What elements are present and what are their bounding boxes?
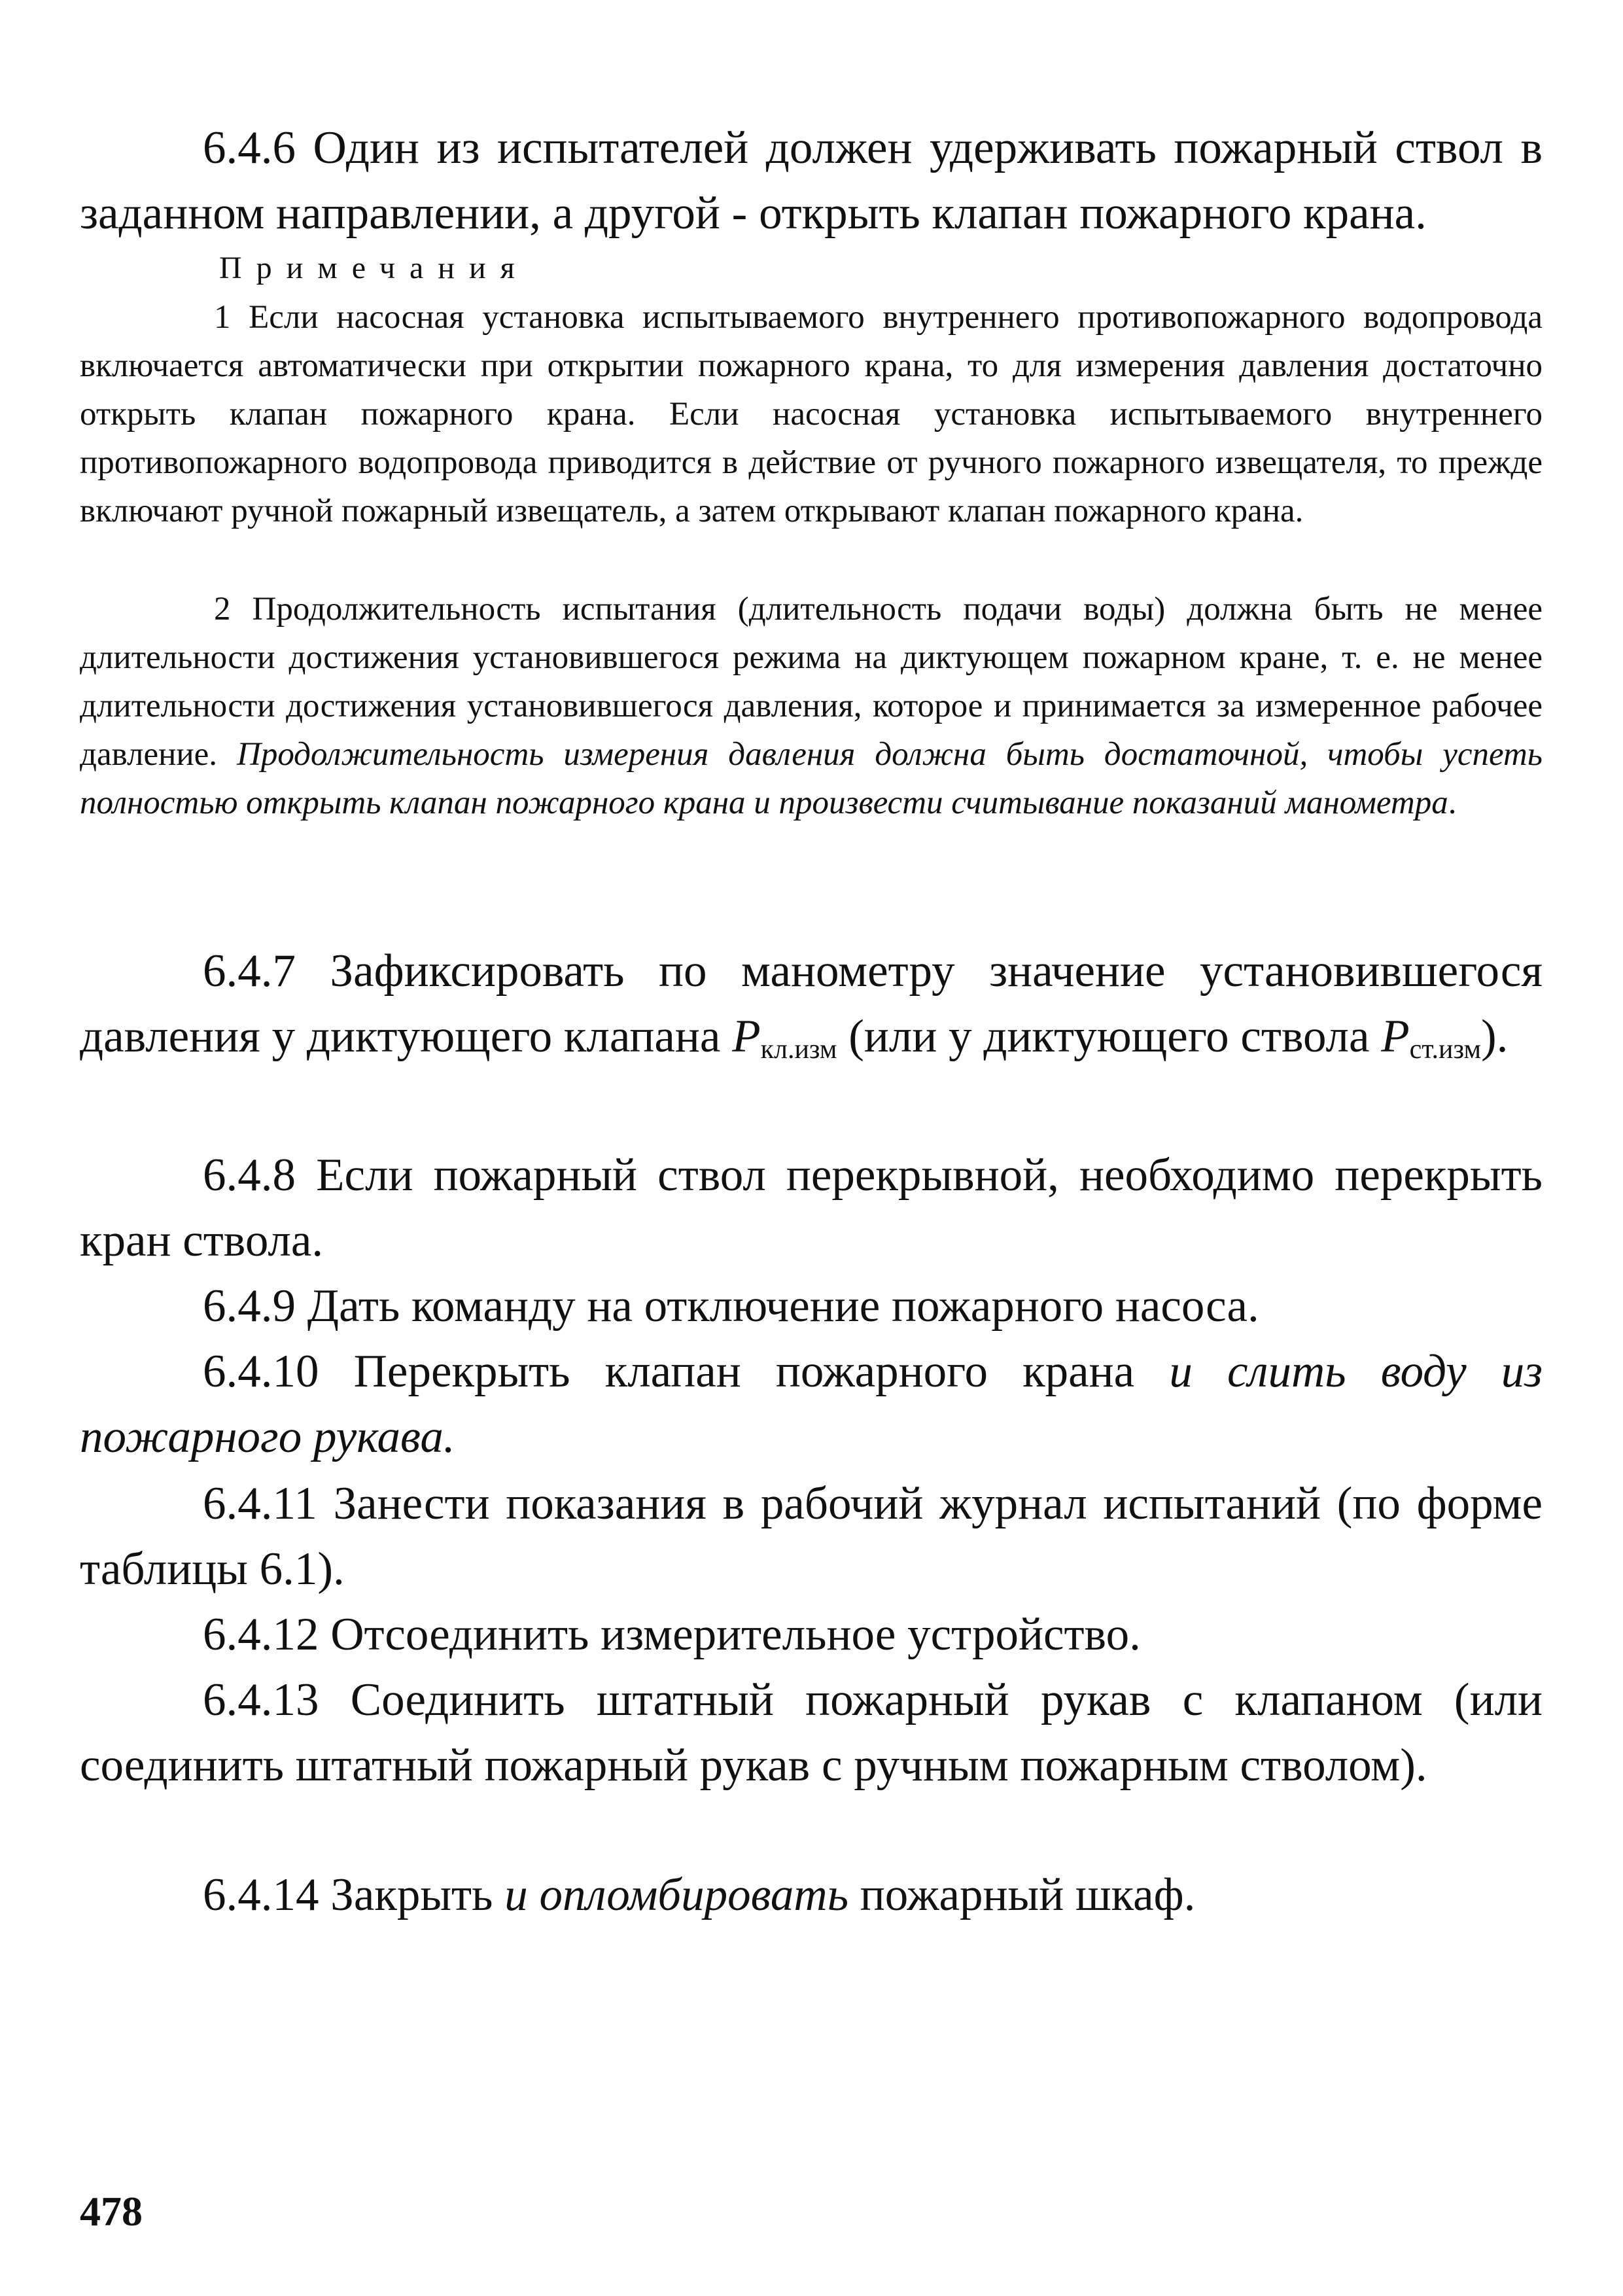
paragraph-6-4-6: 6.4.6 Один из испытателей должен удерживать пожарный ствол в заданном направлении, а другой - открыть клапан пожарного крана.: [80, 122, 1543, 239]
p6410-italic: и слить воду из пожарного рукава.: [80, 1346, 1543, 1462]
notes-heading: Примечания: [219, 251, 529, 285]
paragraph-6-4-8: 6.4.8 Если пожарный ствол перекрывной, необходимо перекрыть кран ствола.: [80, 1150, 1543, 1266]
pressure-subscript-valve: кл.изм: [760, 1034, 837, 1065]
pressure-subscript-nozzle: ст.изм: [1409, 1034, 1482, 1065]
paragraph-6-4-7: [80, 938, 1543, 1069]
p6414-italic: и опломбировать: [504, 1869, 849, 1920]
paragraph-6-4-13: 6.4.13 Соединить штатный пожарный рукав с клапаном (или соединить штатный пожарный рукав с ручным пожарным стволом).: [80, 1674, 1543, 1791]
note-2-text: 2 Продолжительность испытания (длительность подачи воды) должна быть не менее длительности достижения установившегося режима на диктующем пожарном кране, т. е. не менее длительности достижения установившегося давления, которое и принимается за измеренное рабочее давление.: [80, 591, 1543, 773]
note-2-italic: Продолжительность измерения давления должна быть достаточной, чтобы успеть полностью открыть клапан пожарного крана и произвести считывание показаний манометра: [80, 736, 1543, 821]
p647-text-c: ).: [1481, 1011, 1509, 1062]
p647-text-a: 6.4.7 Зафиксировать по манометру значение установившегося давления у диктующего клапана: [80, 945, 1543, 1062]
note-2: [80, 585, 1543, 827]
note-2-end: .: [1448, 785, 1457, 821]
p647-text-b: (или у диктующего ствола: [837, 1011, 1382, 1062]
note-1: 1 Если насосная установка испытываемого внутреннего противопожарного водопровода включается автоматически при открытии пожарного крана, то для измерения давления достаточно открыть клапан пожарного крана. Если насосная установка испытываемого внутреннего противопожарного водопровода приводится в действие от ручного пожарного извещателя, то прежде включают ручной пожарный извещатель, а затем открывают клапан пожарного крана.: [80, 299, 1543, 529]
pressure-symbol-valve: P: [732, 1011, 761, 1062]
p6414-text-b: пожарный шкаф.: [848, 1869, 1196, 1920]
paragraph-6-4-14: [80, 1862, 1543, 1928]
paragraph-6-4-10: [80, 1339, 1543, 1470]
paragraph-6-4-12: 6.4.12 Отсоединить измерительное устройство.: [203, 1609, 1141, 1660]
pressure-symbol-nozzle: P: [1381, 1011, 1410, 1062]
p6410-text: 6.4.10 Перекрыть клапан пожарного крана: [203, 1346, 1170, 1397]
paragraph-6-4-11: 6.4.11 Занести показания в рабочий журнал испытаний (по форме таблицы 6.1).: [80, 1478, 1543, 1595]
paragraph-6-4-9: 6.4.9 Дать команду на отключение пожарного насоса.: [203, 1280, 1259, 1332]
page-number: 478: [80, 2188, 143, 2234]
p6414-text-a: 6.4.14 Закрыть: [203, 1869, 505, 1920]
